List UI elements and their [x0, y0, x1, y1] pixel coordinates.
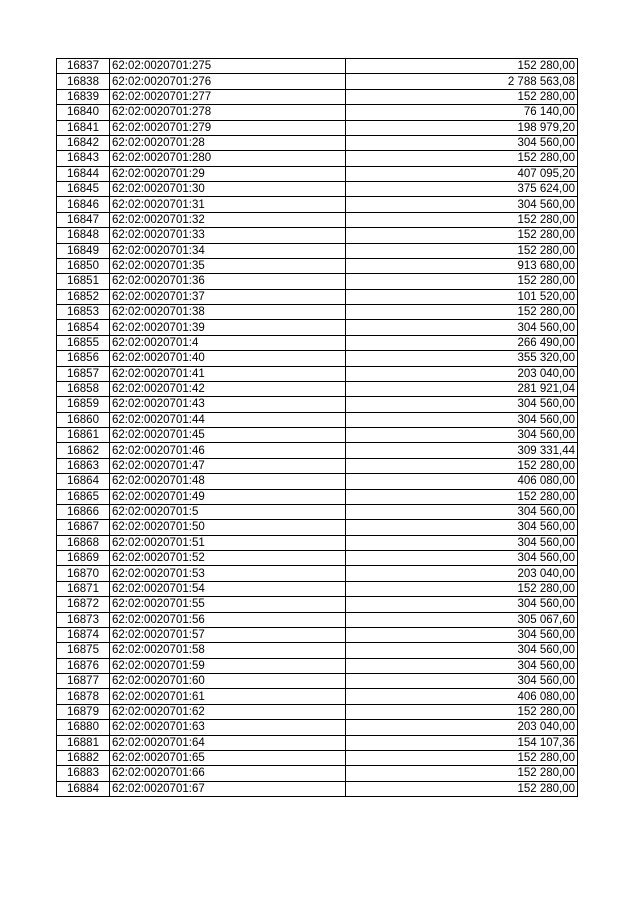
- row-number-cell: 16876: [57, 658, 110, 673]
- cadastral-number-cell: 62:02:0020701:61: [110, 689, 346, 704]
- cadastral-value-cell: 152 280,00: [346, 305, 578, 320]
- table-row: [57, 781, 578, 796]
- cadastral-number-cell: 62:02:0020701:31: [110, 197, 346, 212]
- cadastral-value-cell: 406 080,00: [346, 689, 578, 704]
- cadastral-number-cell: 62:02:0020701:42: [110, 381, 346, 396]
- row-number-cell: 16881: [57, 735, 110, 750]
- cadastral-value-cell: 304 560,00: [346, 428, 578, 443]
- table-body: [57, 59, 578, 797]
- cadastral-number-cell: 62:02:0020701:46: [110, 443, 346, 458]
- row-number-cell: 16852: [57, 289, 110, 304]
- cadastral-value-cell: 304 560,00: [346, 397, 578, 412]
- row-number-cell: 16873: [57, 612, 110, 627]
- table-row: [57, 182, 578, 197]
- table-row: [57, 689, 578, 704]
- cadastral-number-cell: 62:02:0020701:28: [110, 135, 346, 150]
- cadastral-value-cell: 152 280,00: [346, 781, 578, 796]
- cadastral-value-cell: 304 560,00: [346, 197, 578, 212]
- table-row: [57, 643, 578, 658]
- cadastral-value-cell: 152 280,00: [346, 766, 578, 781]
- cadastral-number-cell: 62:02:0020701:54: [110, 581, 346, 596]
- cadastral-value-cell: 913 680,00: [346, 258, 578, 273]
- cadastral-number-cell: 62:02:0020701:30: [110, 182, 346, 197]
- table-row: [57, 381, 578, 396]
- row-number-cell: 16874: [57, 627, 110, 642]
- row-number-cell: 16882: [57, 750, 110, 765]
- row-number-cell: 16837: [57, 59, 110, 74]
- cadastral-number-cell: 62:02:0020701:32: [110, 212, 346, 227]
- table-row: [57, 274, 578, 289]
- cadastral-number-cell: 62:02:0020701:66: [110, 766, 346, 781]
- cadastral-number-cell: 62:02:0020701:276: [110, 74, 346, 89]
- table-row: [57, 74, 578, 89]
- table-row: [57, 289, 578, 304]
- cadastral-value-cell: 101 520,00: [346, 289, 578, 304]
- cadastral-value-cell: 2 788 563,08: [346, 74, 578, 89]
- row-number-cell: 16860: [57, 412, 110, 427]
- row-number-cell: 16869: [57, 551, 110, 566]
- cadastral-value-cell: 152 280,00: [346, 243, 578, 258]
- row-number-cell: 16848: [57, 228, 110, 243]
- row-number-cell: 16864: [57, 474, 110, 489]
- table-row: [57, 105, 578, 120]
- cadastral-value-cell: 281 921,04: [346, 381, 578, 396]
- cadastral-value-cell: 304 560,00: [346, 520, 578, 535]
- cadastral-value-cell: 152 280,00: [346, 212, 578, 227]
- cadastral-value-cell: 152 280,00: [346, 704, 578, 719]
- row-number-cell: 16866: [57, 504, 110, 519]
- row-number-cell: 16875: [57, 643, 110, 658]
- table-row: [57, 305, 578, 320]
- table-row: [57, 258, 578, 273]
- table-row: [57, 166, 578, 181]
- table-row: [57, 612, 578, 627]
- row-number-cell: 16839: [57, 89, 110, 104]
- row-number-cell: 16861: [57, 428, 110, 443]
- cadastral-value-cell: 304 560,00: [346, 658, 578, 673]
- cadastral-value-cell: 406 080,00: [346, 474, 578, 489]
- table-row: [57, 766, 578, 781]
- row-number-cell: 16854: [57, 320, 110, 335]
- table-row: [57, 520, 578, 535]
- cadastral-number-cell: 62:02:0020701:62: [110, 704, 346, 719]
- cadastral-number-cell: 62:02:0020701:51: [110, 535, 346, 550]
- table-row: [57, 566, 578, 581]
- table-row: [57, 243, 578, 258]
- row-number-cell: 16843: [57, 151, 110, 166]
- table-row: [57, 351, 578, 366]
- row-number-cell: 16878: [57, 689, 110, 704]
- cadastral-value-cell: 304 560,00: [346, 135, 578, 150]
- table-row: [57, 135, 578, 150]
- table-row: [57, 197, 578, 212]
- row-number-cell: 16872: [57, 597, 110, 612]
- cadastral-number-cell: 62:02:0020701:38: [110, 305, 346, 320]
- row-number-cell: 16849: [57, 243, 110, 258]
- row-number-cell: 16865: [57, 489, 110, 504]
- table-row: [57, 658, 578, 673]
- cadastral-value-cell: 152 280,00: [346, 750, 578, 765]
- cadastral-number-cell: 62:02:0020701:60: [110, 674, 346, 689]
- cadastral-number-cell: 62:02:0020701:50: [110, 520, 346, 535]
- cadastral-number-cell: 62:02:0020701:40: [110, 351, 346, 366]
- table-row: [57, 320, 578, 335]
- row-number-cell: 16883: [57, 766, 110, 781]
- cadastral-value-cell: 375 624,00: [346, 182, 578, 197]
- row-number-cell: 16859: [57, 397, 110, 412]
- cadastral-number-cell: 62:02:0020701:279: [110, 120, 346, 135]
- row-number-cell: 16845: [57, 182, 110, 197]
- cadastral-number-cell: 62:02:0020701:35: [110, 258, 346, 273]
- cadastral-number-cell: 62:02:0020701:33: [110, 228, 346, 243]
- cadastral-value-cell: 203 040,00: [346, 720, 578, 735]
- row-number-cell: 16879: [57, 704, 110, 719]
- table-row: [57, 489, 578, 504]
- table-row: [57, 627, 578, 642]
- cadastral-value-cell: 152 280,00: [346, 228, 578, 243]
- cadastral-number-cell: 62:02:0020701:48: [110, 474, 346, 489]
- table-row: [57, 674, 578, 689]
- cadastral-number-cell: 62:02:0020701:59: [110, 658, 346, 673]
- row-number-cell: 16847: [57, 212, 110, 227]
- table-row: [57, 397, 578, 412]
- table-row: [57, 720, 578, 735]
- row-number-cell: 16877: [57, 674, 110, 689]
- cadastral-number-cell: 62:02:0020701:39: [110, 320, 346, 335]
- row-number-cell: 16867: [57, 520, 110, 535]
- table-row: [57, 458, 578, 473]
- table-row: [57, 735, 578, 750]
- cadastral-number-cell: 62:02:0020701:36: [110, 274, 346, 289]
- row-number-cell: 16838: [57, 74, 110, 89]
- row-number-cell: 16842: [57, 135, 110, 150]
- cadastral-value-cell: 304 560,00: [346, 627, 578, 642]
- cadastral-value-cell: 305 067,60: [346, 612, 578, 627]
- row-number-cell: 16850: [57, 258, 110, 273]
- row-number-cell: 16853: [57, 305, 110, 320]
- table-row: [57, 412, 578, 427]
- row-number-cell: 16868: [57, 535, 110, 550]
- cadastral-number-cell: 62:02:0020701:280: [110, 151, 346, 166]
- cadastral-number-cell: 62:02:0020701:52: [110, 551, 346, 566]
- table-row: [57, 428, 578, 443]
- table-row: [57, 120, 578, 135]
- cadastral-value-cell: 304 560,00: [346, 412, 578, 427]
- cadastral-number-cell: 62:02:0020701:277: [110, 89, 346, 104]
- row-number-cell: 16851: [57, 274, 110, 289]
- cadastral-value-cell: 203 040,00: [346, 366, 578, 381]
- table-row: [57, 212, 578, 227]
- cadastral-number-cell: 62:02:0020701:55: [110, 597, 346, 612]
- row-number-cell: 16857: [57, 366, 110, 381]
- row-number-cell: 16863: [57, 458, 110, 473]
- cadastral-number-cell: 62:02:0020701:41: [110, 366, 346, 381]
- cadastral-number-cell: 62:02:0020701:47: [110, 458, 346, 473]
- cadastral-value-cell: 198 979,20: [346, 120, 578, 135]
- table-row: [57, 443, 578, 458]
- row-number-cell: 16846: [57, 197, 110, 212]
- cadastral-value-cell: 304 560,00: [346, 674, 578, 689]
- table-row: [57, 504, 578, 519]
- cadastral-value-cell: 304 560,00: [346, 535, 578, 550]
- table-row: [57, 228, 578, 243]
- cadastral-value-cell: 304 560,00: [346, 320, 578, 335]
- table-row: [57, 474, 578, 489]
- cadastral-number-cell: 62:02:0020701:5: [110, 504, 346, 519]
- cadastral-number-cell: 62:02:0020701:275: [110, 59, 346, 74]
- cadastral-number-cell: 62:02:0020701:58: [110, 643, 346, 658]
- cadastral-number-cell: 62:02:0020701:57: [110, 627, 346, 642]
- cadastral-value-cell: 154 107,36: [346, 735, 578, 750]
- table-row: [57, 750, 578, 765]
- cadastral-value-cell: 304 560,00: [346, 551, 578, 566]
- cadastral-value-cell: 152 280,00: [346, 151, 578, 166]
- cadastral-value-cell: 304 560,00: [346, 504, 578, 519]
- table-row: [57, 89, 578, 104]
- cadastral-value-cell: 152 280,00: [346, 89, 578, 104]
- cadastral-number-cell: 62:02:0020701:64: [110, 735, 346, 750]
- row-number-cell: 16880: [57, 720, 110, 735]
- cadastral-number-cell: 62:02:0020701:49: [110, 489, 346, 504]
- cadastral-value-cell: 152 280,00: [346, 274, 578, 289]
- cadastral-value-cell: 152 280,00: [346, 458, 578, 473]
- row-number-cell: 16858: [57, 381, 110, 396]
- cadastral-number-cell: 62:02:0020701:44: [110, 412, 346, 427]
- cadastral-value-cell: 304 560,00: [346, 643, 578, 658]
- cadastral-value-cell: 152 280,00: [346, 581, 578, 596]
- table-row: [57, 151, 578, 166]
- row-number-cell: 16871: [57, 581, 110, 596]
- row-number-cell: 16840: [57, 105, 110, 120]
- row-number-cell: 16870: [57, 566, 110, 581]
- cadastral-number-cell: 62:02:0020701:37: [110, 289, 346, 304]
- cadastral-number-cell: 62:02:0020701:67: [110, 781, 346, 796]
- cadastral-number-cell: 62:02:0020701:45: [110, 428, 346, 443]
- cadastral-number-cell: 62:02:0020701:56: [110, 612, 346, 627]
- row-number-cell: 16841: [57, 120, 110, 135]
- row-number-cell: 16844: [57, 166, 110, 181]
- table-row: [57, 335, 578, 350]
- cadastral-number-cell: 62:02:0020701:65: [110, 750, 346, 765]
- cadastral-number-cell: 62:02:0020701:34: [110, 243, 346, 258]
- cadastral-value-cell: 152 280,00: [346, 59, 578, 74]
- cadastral-value-cell: 309 331,44: [346, 443, 578, 458]
- row-number-cell: 16884: [57, 781, 110, 796]
- table-row: [57, 704, 578, 719]
- cadastral-number-cell: 62:02:0020701:4: [110, 335, 346, 350]
- table-row: [57, 366, 578, 381]
- row-number-cell: 16856: [57, 351, 110, 366]
- cadastral-value-table: [56, 58, 578, 797]
- table-row: [57, 535, 578, 550]
- table-row: [57, 597, 578, 612]
- cadastral-value-cell: 203 040,00: [346, 566, 578, 581]
- cadastral-number-cell: 62:02:0020701:278: [110, 105, 346, 120]
- cadastral-value-cell: 76 140,00: [346, 105, 578, 120]
- cadastral-value-cell: 266 490,00: [346, 335, 578, 350]
- cadastral-value-cell: 355 320,00: [346, 351, 578, 366]
- table-row: [57, 551, 578, 566]
- cadastral-value-cell: 152 280,00: [346, 489, 578, 504]
- table-row: [57, 581, 578, 596]
- cadastral-value-cell: 407 095,20: [346, 166, 578, 181]
- cadastral-number-cell: 62:02:0020701:63: [110, 720, 346, 735]
- cadastral-value-cell: 304 560,00: [346, 597, 578, 612]
- cadastral-number-cell: 62:02:0020701:29: [110, 166, 346, 181]
- row-number-cell: 16855: [57, 335, 110, 350]
- cadastral-number-cell: 62:02:0020701:53: [110, 566, 346, 581]
- cadastral-number-cell: 62:02:0020701:43: [110, 397, 346, 412]
- table-row: [57, 59, 578, 74]
- row-number-cell: 16862: [57, 443, 110, 458]
